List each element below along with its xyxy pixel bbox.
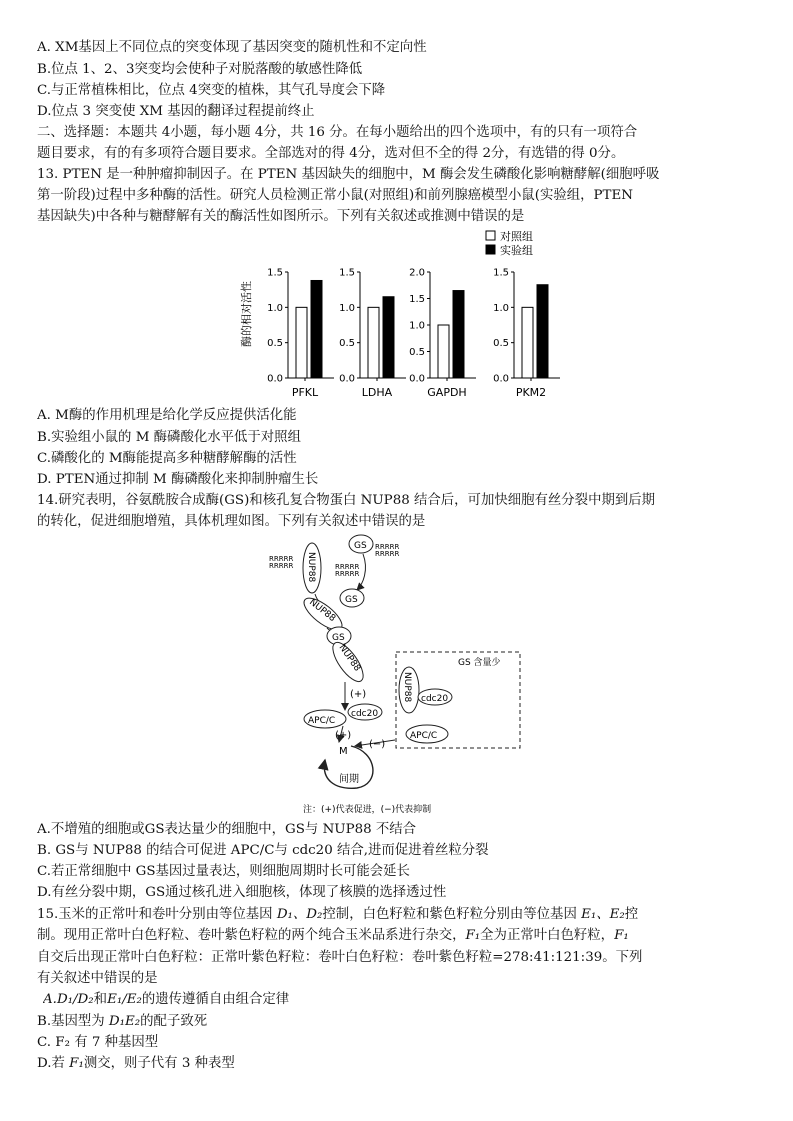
y-tick-label-PFKL: 0.0 [267, 373, 283, 385]
gs-ellipse-mid [340, 589, 364, 607]
q13-option-b: B.实验组小鼠的 M 酶磷酸化水平低于对照组 [37, 430, 301, 445]
q15-option-a: A.D₁/D₂和E₁/E₂的遗传遵循自由组合定律 [43, 992, 290, 1007]
enzyme-activity-chart-svg [230, 226, 570, 408]
gs-nup88-mechanism-diagram [265, 532, 535, 822]
x-label-PFKL: PFKL [291, 386, 319, 399]
q15-stem-line2: 制。现用正常叶白色籽粒、卷叶紫色籽粒的两个纯合玉米品系进行杂交，F₁全为正常叶白色籽粒，F₁ [37, 928, 629, 943]
q15-option-b: B.基因型为 D₁E₂的配子致死 [37, 1014, 208, 1029]
interphase-label: 间期 [339, 774, 359, 785]
cdc20-ellipse-box [418, 689, 452, 705]
y-tick-label-GAPDH: 1.0 [409, 320, 425, 332]
q13-option-c: C.磷酸化的 M酶能提高多种糖酵解酶的活性 [37, 451, 297, 466]
bar-LDHA-control [368, 307, 379, 378]
r-glyph-left: RRRRR [269, 555, 294, 563]
promote-sign-1: (+) [350, 689, 367, 700]
r-glyph-right-2: RRRRR [375, 550, 400, 558]
svg-text:APC/C: APC/C [308, 716, 336, 726]
q15-option-c: C. F₂ 有 7 种基因型 [37, 1035, 159, 1050]
q13-stem-line2: 第一阶段)过程中多种酶的活性。研究人员检测正常小鼠(对照组)和前列腺癌模型小鼠(实验组，PTEN [37, 188, 633, 203]
y-tick-label-PFKL: 0.5 [267, 338, 283, 350]
q14-option-a: A.不增殖的细胞或GS表达量少的细胞中，GS与 NUP88 不结合 [37, 822, 417, 837]
bar-PKM2-control [522, 307, 533, 378]
bar-GAPDH-experimental [453, 291, 464, 378]
q14-option-d: D.有丝分裂中期，GS通过核孔进入细胞核，体现了核膜的选择透过性 [37, 885, 447, 900]
q14-stem-line1: 14.研究表明，谷氨酰胺合成酶(GS)和核孔复合物蛋白 NUP88 结合后，可加快细胞有丝分裂中期到后期 [37, 493, 656, 508]
y-tick-label-LDHA: 1.5 [339, 267, 355, 279]
y-tick-label-GAPDH: 0.0 [409, 373, 425, 385]
gene-f1-2: F₁ [614, 928, 629, 943]
q15-stem-line1: 15.玉米的正常叶和卷叶分别由等位基因 D₁、D₂控制，白色籽粒和紫色籽粒分别由等位基因 E₁、E₂控 [37, 907, 639, 922]
gs-ellipse-top [349, 535, 373, 553]
gene-d1-d2: D₁、D₂ [276, 907, 323, 922]
svg-text:NUP88: NUP88 [306, 552, 316, 583]
y-axis-label: 酶的相对活性 [240, 281, 253, 347]
q12-option-b: B.位点 1、2、3突变均会使种子对脱落酸的敏感性降低 [37, 62, 363, 77]
svg-text:cdc20: cdc20 [351, 709, 379, 719]
apcc-ellipse-box [406, 725, 448, 743]
q15-stem-line4: 有关叙述中错误的是 [37, 971, 158, 986]
gs-low-label: GS 含量少 [458, 658, 501, 668]
q12-option-a: A. XM基因上不同位点的突变体现了基因突变的随机性和不定向性 [37, 40, 427, 55]
nup88-ellipse-complex [327, 638, 368, 686]
x-label-PKM2: PKM2 [515, 386, 547, 399]
y-tick-label-GAPDH: 2.0 [409, 267, 425, 279]
q12-option-d: D.位点 3 突变使 XM 基因的翻译过程提前终止 [37, 104, 315, 119]
q12-option-c: C.与正常植株相比，位点 4突变的植株，其气孔导度会下降 [37, 83, 386, 98]
q13-stem-line1: 13. PTEN 是一种肿瘤抑制因子。在 PTEN 基因缺失的细胞中，M 酶会发生磷酸化影响糖酵解(细胞呼吸 [37, 167, 660, 182]
r-glyph-right: RRRRR [375, 543, 400, 551]
q14-stem-line2: 的转化，促进细胞增殖，具体机理如图。下列有关叙述中错误的是 [37, 514, 426, 529]
y-tick-label-GAPDH: 0.5 [409, 347, 425, 358]
mechanism-diagram-svg [265, 532, 535, 822]
q14-option-b: B. GS与 NUP88 的结合可促进 APC/C与 cdc20 结合,进而促进着丝粒分裂 [37, 843, 489, 858]
svg-text:GS: GS [345, 595, 358, 605]
y-tick-label-LDHA: 0.5 [339, 338, 355, 350]
y-tick-label-PKM2: 1.5 [493, 267, 509, 279]
svg-text:APC/C: APC/C [410, 731, 438, 741]
gene-e1-e2: E₁、E₂ [581, 907, 625, 922]
q15-option-d: D.若 F₁测交，则子代有 3 种表型 [37, 1056, 235, 1071]
nup88-ellipse-top [303, 543, 321, 593]
y-tick-label-PFKL: 1.0 [267, 302, 283, 314]
y-tick-label-PKM2: 0.0 [493, 373, 509, 385]
nup88-ellipse-box [399, 667, 419, 713]
svg-text:NUP88: NUP88 [402, 672, 412, 703]
svg-text:NUP88: NUP88 [307, 597, 338, 624]
bar-PKM2-experimental [537, 285, 548, 378]
bar-PFKL-experimental [311, 280, 322, 378]
q15-stem-line3: 自交后出现正常叶白色籽粒：正常叶紫色籽粒：卷叶白色籽粒：卷叶紫色籽粒=278:41:121:39。下列 [37, 950, 643, 965]
x-label-LDHA: LDHA [361, 386, 393, 399]
m-phase-label: M [339, 746, 348, 757]
promote-sign-2: (+) [335, 730, 352, 741]
svg-text:GS: GS [354, 541, 367, 551]
y-tick-label-GAPDH: 1.5 [409, 294, 425, 305]
r-glyph-mid: RRRRR [335, 563, 360, 571]
section2-line1: 二、选择题：本题共 4小题，每小题 4分，共 16 分。在每小题给出的四个选项中，有的只有一项符合 [37, 125, 638, 140]
y-tick-label-LDHA: 1.0 [339, 302, 355, 314]
svg-text:GS: GS [332, 633, 345, 643]
diagram-note: 注：(+)代表促进，(−)代表抑制 [303, 805, 432, 815]
legend-swatch-experimental [486, 245, 495, 254]
x-label-GAPDH: GAPDH [427, 386, 467, 399]
cdc20-ellipse-left [348, 704, 382, 720]
svg-text:NUP88: NUP88 [336, 642, 363, 674]
svg-text:cdc20: cdc20 [421, 694, 449, 704]
inhibit-sign: (−) [369, 739, 386, 750]
bar-LDHA-experimental [383, 297, 394, 378]
y-tick-label-PKM2: 1.0 [493, 302, 509, 314]
q13-option-d: D. PTEN通过抑制 M 酶磷酸化来抑制肿瘤生长 [37, 472, 319, 487]
gene-f1: F₁ [465, 928, 481, 943]
enzyme-activity-chart [230, 226, 570, 408]
r-glyph-left-2: RRRRR [269, 562, 294, 570]
legend-label-control: 对照组 [500, 230, 533, 243]
bar-PFKL-control [296, 307, 307, 378]
q13-option-a: A. M酶的作用机理是给化学反应提供活化能 [37, 408, 297, 423]
q13-stem-line3: 基因缺失)中各种与糖酵解有关的酶活性如图所示。下列有关叙述或推测中错误的是 [37, 209, 525, 224]
y-tick-label-LDHA: 0.0 [339, 373, 355, 385]
apcc-ellipse-left [304, 710, 346, 728]
y-tick-label-PFKL: 1.5 [267, 267, 283, 279]
r-glyph-mid-2: RRRRR [335, 570, 360, 578]
legend-swatch-control [486, 231, 495, 240]
legend-label-experimental: 实验组 [500, 244, 533, 257]
y-tick-label-PKM2: 0.5 [493, 338, 509, 350]
q14-option-c: C.若正常细胞中 GS基因过量表达，则细胞周期时长可能会延长 [37, 864, 410, 879]
bar-GAPDH-control [438, 325, 449, 378]
section2-line2: 题目要求，有的有多项符合题目要求。全部选对的得 4分，选对但不全的得 2分，有选错的得 0分。 [37, 146, 625, 161]
